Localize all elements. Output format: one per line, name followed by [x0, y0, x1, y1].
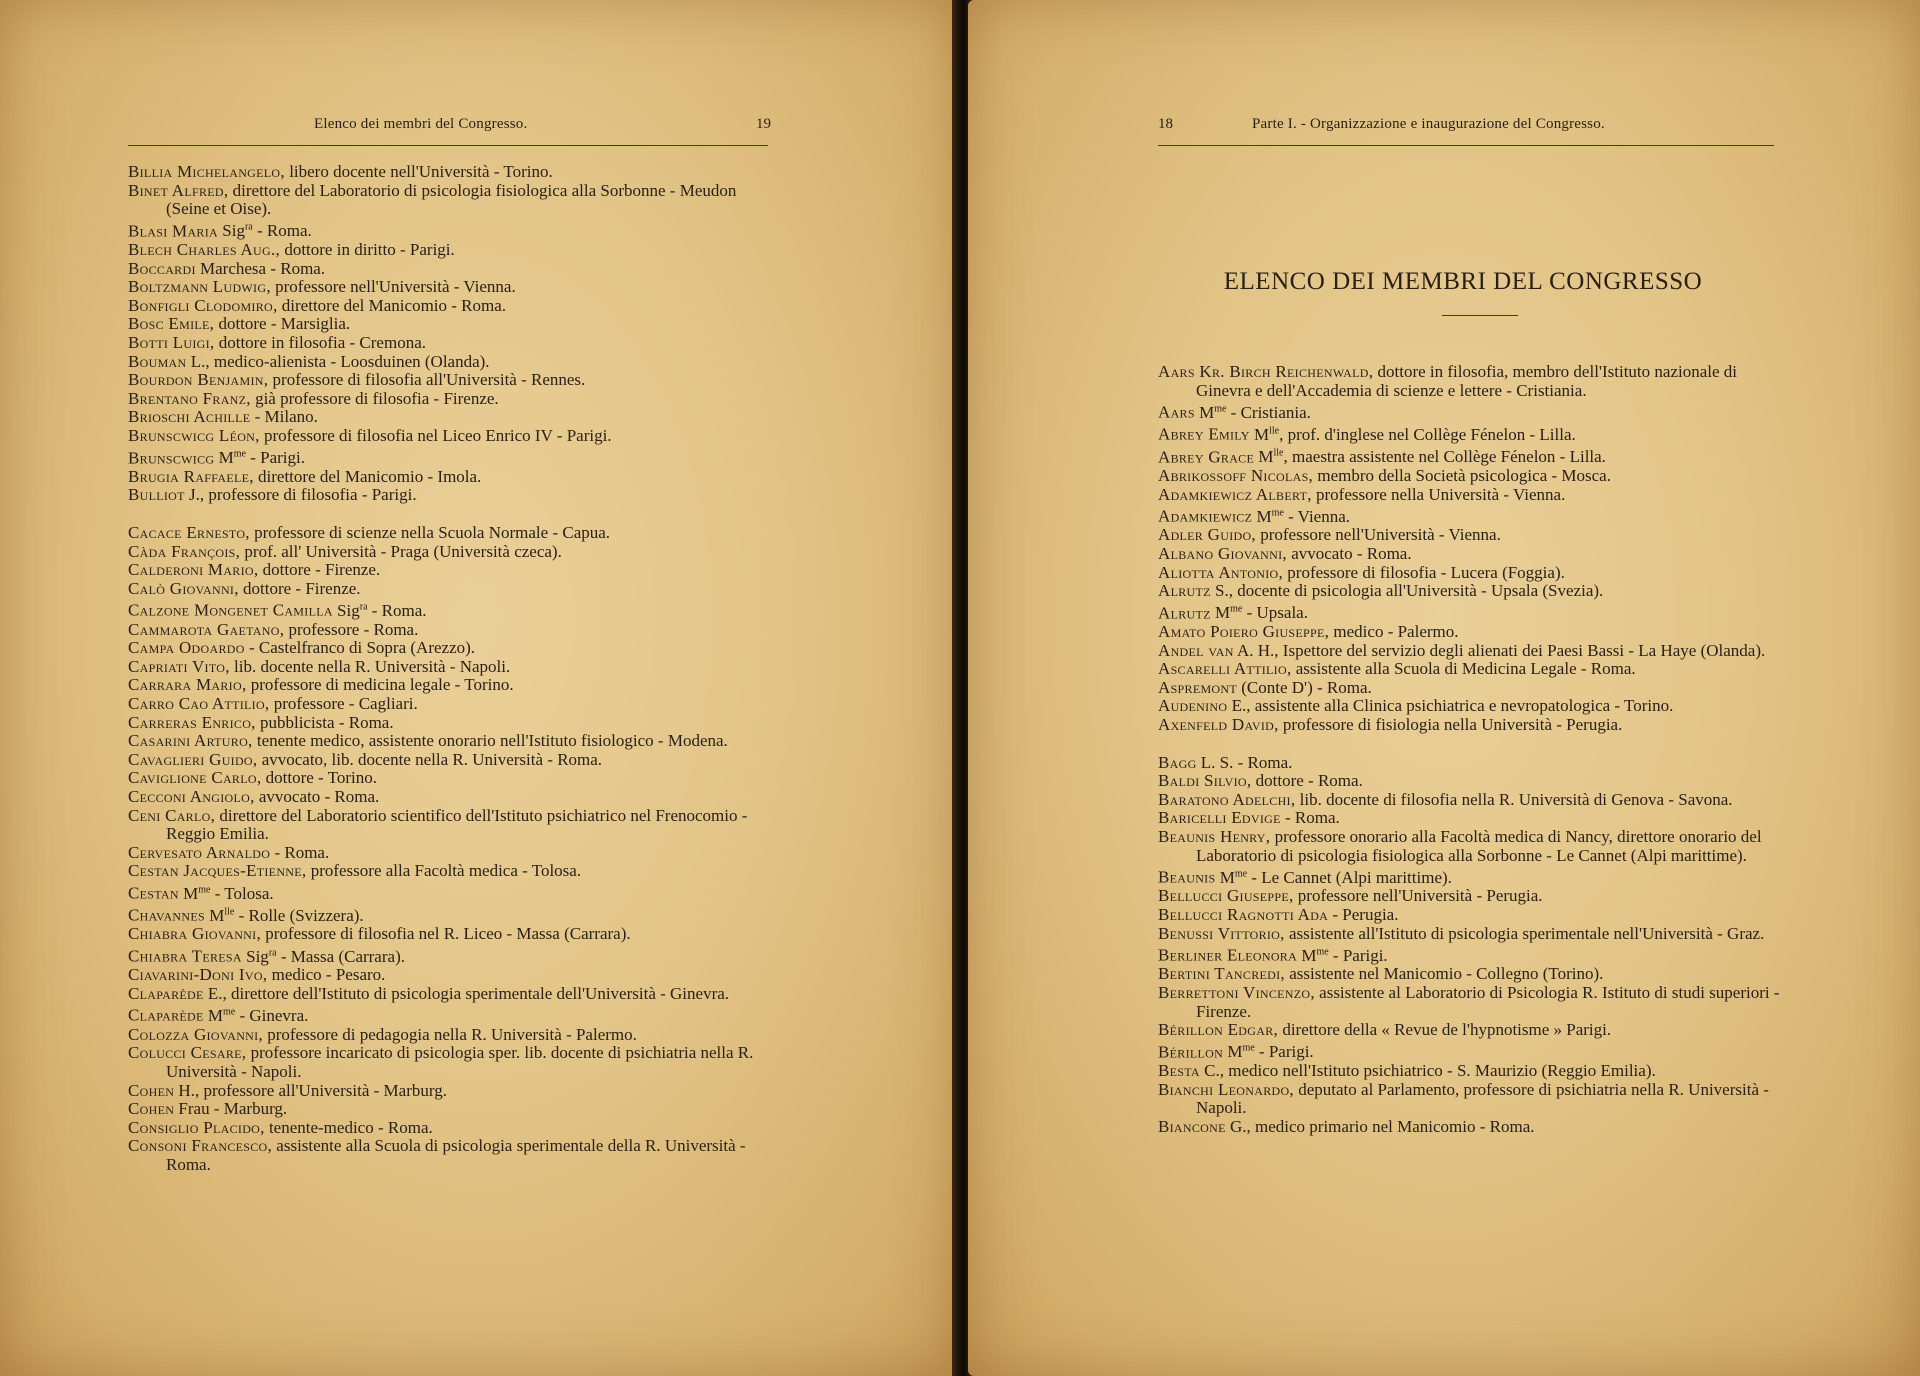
member-name: Adler Guido,	[1158, 525, 1256, 545]
member-details: medico - Pesaro.	[267, 965, 386, 985]
member-details: dottore - Marsiglia.	[214, 314, 351, 334]
left-member-entry	[128, 297, 778, 316]
member-name: Chavannes	[128, 905, 205, 925]
member-name: Billia Michelangelo,	[128, 162, 285, 181]
left-member-entry	[128, 334, 778, 353]
member-details: Sig$^{ra}$ - Massa (Carrara).	[241, 946, 405, 966]
member-details: $M^{lle}$ - Rolle (Svizzera).	[204, 905, 364, 925]
right-member-entry	[1158, 791, 1790, 810]
left-running-head: Elenco dei membri del Congresso.	[314, 116, 528, 132]
member-name: Bonfigli Clodomiro,	[128, 295, 278, 315]
member-details: $M^{me}$ - Cristiania.	[1194, 402, 1311, 422]
member-details: professore nell'Università - Vienna.	[1255, 525, 1501, 545]
member-name: Baricelli Edvige	[1158, 808, 1281, 828]
member-details: professore nell'Università - Perugia.	[1293, 886, 1543, 906]
left-member-entry	[128, 1137, 778, 1174]
member-name: Bérillon Edgar,	[1158, 1020, 1279, 1040]
member-details: dottore - Roma.	[1251, 771, 1363, 791]
left-member-entry	[128, 714, 778, 733]
member-name: Bagg	[1158, 752, 1197, 772]
member-details: professore di pedagogia nella R. Università - Palermo.	[262, 1024, 637, 1044]
member-details: - Castelfranco di Sopra (Arezzo).	[244, 638, 476, 658]
right-member-entry	[1158, 642, 1790, 661]
member-details: $M^{me}$ - Parigi.	[214, 448, 305, 468]
right-member-entry	[1158, 1118, 1790, 1137]
member-details: medico - Palermo.	[1329, 622, 1459, 641]
left-member-entry	[128, 561, 778, 580]
member-name: Brioschi Achille	[128, 407, 251, 427]
member-details: membro della Società psicologica - Mosca.	[1313, 465, 1611, 485]
right-member-entry	[1158, 400, 1790, 422]
member-name: Blasi Maria	[128, 221, 219, 241]
member-details: G., medico primario nel Manicomio - Roma.	[1225, 1116, 1535, 1136]
member-details: assistente all'Istituto di psicologia sperimentale nell'Università - Graz.	[1284, 923, 1765, 943]
left-member-entry	[128, 621, 778, 640]
member-name: Chiabra Giovanni,	[128, 924, 261, 944]
left-member-entry	[128, 1003, 778, 1025]
member-name: Biancone	[1158, 1116, 1226, 1136]
left-member-entry	[128, 163, 778, 182]
member-name: Colucci Cesare,	[128, 1043, 247, 1063]
member-details: $M^{me}$ - Parigi.	[1223, 1042, 1314, 1062]
member-name: Cavaglieri Guido,	[128, 749, 258, 769]
right-member-entry	[1158, 545, 1790, 564]
member-details: dottore - Firenze.	[238, 578, 361, 598]
member-name: Aars	[1158, 402, 1195, 422]
member-details: professore di filosofia nel Liceo Enrico IV - Parigi.	[259, 425, 612, 445]
member-details: - Milano.	[250, 407, 318, 427]
member-details: H., professore all'Università - Marburg.	[174, 1080, 447, 1100]
member-name: Besta	[1158, 1061, 1200, 1081]
right-member-entry	[1158, 1040, 1790, 1062]
member-name: Bourdon Benjamin,	[128, 370, 269, 390]
member-name: Bulliot	[128, 485, 185, 505]
member-details: tenente-medico - Roma.	[264, 1117, 433, 1137]
member-name: Colozza Giovanni,	[128, 1024, 263, 1044]
right-member-entry	[1158, 422, 1790, 444]
right-member-entry	[1158, 809, 1790, 828]
member-name: Axenfeld David,	[1158, 714, 1279, 734]
left-header-rule	[128, 145, 768, 146]
left-member-entry	[128, 427, 778, 446]
left-member-entry	[128, 844, 778, 863]
member-name: Audenino	[1158, 696, 1228, 716]
member-name: Abrikossoff Nicolas,	[1158, 465, 1314, 485]
member-name: Cervesato Arnaldo	[128, 842, 271, 862]
member-details: professore - Roma.	[284, 619, 419, 639]
member-name: Claparède	[128, 1006, 204, 1026]
left-member-entry	[128, 1044, 778, 1081]
left-member-entry	[128, 732, 778, 751]
member-name: Campa Odoardo	[128, 638, 245, 658]
member-name: Aspremont	[1158, 677, 1237, 697]
member-details: $M^{lle}$, maestra assistente nel Collège Fénelon - Lilla.	[1254, 447, 1606, 467]
member-details: lib. docente di filosofia nella R. Università di Genova - Savona.	[1295, 789, 1733, 809]
member-details: $M^{me}$ - Tolosa.	[178, 883, 274, 903]
member-name: Consiglio Placido,	[128, 1117, 265, 1137]
member-details: professore di filosofia all'Università - Rennes.	[268, 370, 586, 390]
right-member-entry	[1158, 467, 1790, 486]
group-spacer	[1158, 735, 1790, 754]
member-name: Amato Poiero Giuseppe,	[1158, 622, 1330, 641]
member-name: Abrey Grace	[1158, 447, 1255, 467]
member-details: prof. all' Università - Praga (Università czeca).	[240, 541, 562, 561]
left-page	[0, 0, 958, 1376]
right-running-head: Parte I. - Organizzazione e inaugurazione del Congresso.	[1252, 116, 1605, 132]
member-name: Cohen	[128, 1080, 175, 1100]
member-details: assistente alla Scuola di psicologia sperimentale della R. Università - Roma.	[166, 1136, 746, 1174]
right-member-entry	[1158, 564, 1790, 583]
left-member-entry	[128, 543, 778, 562]
member-name: Caviglione Carlo,	[128, 768, 262, 788]
member-details: - Roma.	[1280, 808, 1340, 828]
left-member-entry	[128, 903, 778, 925]
member-details: A. H., Ispettore del servizio degli alienati dei Paesi Bassi - La Haye (Olanda).	[1233, 640, 1766, 660]
right-member-entry	[1158, 526, 1790, 545]
member-details: $M^{me}$ - Vienna.	[1252, 506, 1351, 526]
left-member-entry	[128, 658, 778, 677]
right-member-entry	[1158, 660, 1790, 679]
left-member-entry	[128, 985, 778, 1004]
member-details: professore di medicina legale - Torino.	[246, 675, 514, 695]
member-name: Benussi Vittorio,	[1158, 923, 1285, 943]
member-details: professore onorario alla Facoltà medica di Nancy, direttore onorario del Laboratorio di psicologia fisiologica alla Sorbonne - Le Cannet (Alpi marittime).	[1196, 826, 1762, 865]
member-details: C., medico nell'Istituto psichiatrico - S. Maurizio (Reggio Emilia).	[1199, 1061, 1656, 1081]
member-name: Bouman	[128, 351, 187, 371]
member-details: lib. docente nella R. Università - Napoli.	[229, 656, 511, 676]
member-name: Alrutz	[1158, 603, 1211, 623]
member-name: Ceni Carlo,	[128, 805, 216, 825]
section-title: ELENCO DEI MEMBRI DEL CONGRESSO	[1223, 268, 1703, 295]
member-name: Bérillon	[1158, 1042, 1224, 1062]
member-details: professore nell'Università - Vienna.	[270, 277, 516, 297]
right-member-entry	[1158, 984, 1790, 1021]
member-name: Aliotta Antonio,	[1158, 562, 1284, 582]
member-name: Cestan Jacques-Etienne,	[128, 861, 307, 881]
member-details: professore - Cagliari.	[269, 694, 418, 713]
member-name: Aars Kr. Birch Reichenwald,	[1158, 362, 1374, 381]
member-details: L., medico-alienista - Loosduinen (Olanda).	[186, 351, 490, 371]
member-name: Berrettoni Vincenzo,	[1158, 983, 1315, 1002]
right-member-entry	[1158, 716, 1790, 735]
member-name: Albano Giovanni,	[1158, 543, 1287, 563]
member-details: pubblicista - Roma.	[255, 712, 394, 732]
member-name: Boccardi	[128, 258, 196, 278]
member-name: Capriati Vito,	[128, 656, 230, 676]
member-details: dottore in filosofia - Cremona.	[214, 333, 426, 352]
left-member-list	[128, 163, 778, 1174]
right-member-entry	[1158, 1062, 1790, 1081]
member-details: $M^{me}$ - Upsala.	[1210, 603, 1308, 623]
member-details: professore incaricato di psicologia sper. lib. docente di psichiatria nella R. Università - Napoli.	[166, 1043, 754, 1081]
right-member-entry	[1158, 582, 1790, 601]
member-details: S., docente di psicologia all'Università - Upsala (Svezia).	[1210, 581, 1604, 601]
group-spacer	[128, 505, 778, 524]
right-member-entry	[1158, 1081, 1790, 1118]
left-member-entry	[128, 676, 778, 695]
member-details: deputato al Parlamento, professore di psichiatria nella R. Università - Napoli.	[1196, 1079, 1769, 1118]
left-member-entry	[128, 486, 778, 505]
member-details: E., direttore dell'Istituto di psicologia sperimentale dell'Università - Ginevra.	[203, 983, 730, 1003]
member-name: Claparède	[128, 983, 204, 1003]
member-details: dottore - Torino.	[261, 768, 377, 788]
member-name: Botti Luigi,	[128, 333, 215, 352]
left-member-entry	[128, 598, 778, 620]
member-name: Abrey Emily	[1158, 425, 1250, 445]
member-name: Ciavarini-Doni Ivo,	[128, 965, 268, 985]
left-member-entry	[128, 371, 778, 390]
left-member-entry	[128, 695, 778, 714]
member-name: Beaunis Henry,	[1158, 826, 1271, 846]
member-details: J., professore di filosofia - Parigi.	[184, 485, 417, 505]
left-member-entry	[128, 807, 778, 844]
member-details: $M^{me}$ - Le Cannet (Alpi marittime).	[1215, 867, 1452, 887]
member-name: Brugia Raffaele,	[128, 466, 254, 486]
member-details: $M^{lle}$, prof. d'inglese nel Collège Fénelon - Lilla.	[1249, 425, 1576, 445]
right-member-entry	[1158, 965, 1790, 984]
member-name: Beaunis	[1158, 867, 1216, 887]
member-name: Baldi Silvio,	[1158, 771, 1252, 791]
member-name: Carrara Mario,	[128, 675, 247, 695]
member-details: direttore del Laboratorio scientifico dell'Istituto psichiatrico nel Frenocomio - Reggio Emilia.	[166, 805, 748, 844]
right-header-rule	[1158, 145, 1774, 146]
left-member-entry	[128, 408, 778, 427]
member-name: Ascarelli Attilio,	[1158, 659, 1292, 679]
right-member-entry	[1158, 865, 1790, 887]
left-member-entry	[128, 468, 778, 487]
left-member-entry	[128, 1082, 778, 1101]
member-details: direttore del Manicomio - Imola.	[253, 466, 482, 486]
right-member-entry	[1158, 504, 1790, 526]
member-name: Binet Alfred,	[128, 180, 229, 200]
member-name: Cestan	[128, 883, 179, 903]
member-name: Boltzmann Ludwig,	[128, 277, 271, 297]
left-member-entry	[128, 769, 778, 788]
left-member-entry	[128, 944, 778, 966]
left-member-entry	[128, 182, 778, 219]
member-name: Calzone Mongenet Camilla	[128, 601, 333, 621]
member-name: Calò Giovanni,	[128, 578, 239, 598]
member-details: avvocato - Roma.	[254, 786, 380, 806]
left-member-entry	[128, 241, 778, 260]
member-name: Bertini Tancredi,	[1158, 964, 1285, 984]
member-details: assistente alla Scuola di Medicina Legale - Roma.	[1291, 659, 1636, 679]
member-details: $M^{me}$ - Ginevra.	[203, 1006, 309, 1026]
member-name: Alrutz	[1158, 581, 1211, 601]
member-details: L. S. - Roma.	[1196, 752, 1293, 772]
member-details: professore di scienze nella Scuola Normale - Capua.	[249, 523, 611, 542]
member-details: dottore in filosofia, membro dell'Istituto nazionale di Ginevra e dell'Accademia di scienze e lettere - Cristiania.	[1196, 362, 1738, 400]
member-details: direttore del Manicomio - Roma.	[277, 295, 507, 315]
right-member-entry	[1158, 1021, 1790, 1040]
left-member-entry	[128, 446, 778, 468]
member-details: Sig$^{ra}$ - Roma.	[332, 601, 427, 621]
member-name: Bellucci Giuseppe,	[1158, 886, 1294, 906]
member-name: Cammarota Gaetano,	[128, 619, 285, 639]
member-name: Brentano Franz,	[128, 388, 251, 408]
right-member-entry	[1158, 486, 1790, 505]
right-page-number: 18	[1158, 116, 1173, 132]
member-details: professore alla Facoltà medica - Tolosa.	[306, 861, 582, 881]
member-details: professore di filosofia - Lucera (Foggia).	[1283, 562, 1565, 582]
member-details: avvocato - Roma.	[1286, 543, 1412, 563]
left-member-entry	[128, 260, 778, 279]
left-member-entry	[128, 1026, 778, 1045]
left-page-number: 19	[756, 116, 771, 132]
right-member-entry	[1158, 363, 1790, 400]
right-member-entry	[1158, 925, 1790, 944]
left-member-entry	[128, 219, 778, 241]
left-member-entry	[128, 1119, 778, 1138]
member-name: Berliner Eleonora	[1158, 945, 1298, 965]
left-member-entry	[128, 751, 778, 770]
member-details: libero docente nell'Università - Torino.	[284, 162, 553, 181]
right-member-entry	[1158, 601, 1790, 623]
right-member-entry	[1158, 828, 1790, 865]
member-details: avvocato, lib. docente nella R. Università - Roma.	[257, 749, 603, 769]
member-details: E., assistente alla Clinica psichiatrica e nevropatologica - Torino.	[1227, 696, 1674, 716]
member-details: (Conte D') - Roma.	[1237, 677, 1372, 697]
member-details: Frau - Marburg.	[174, 1099, 288, 1119]
member-name: Carro Cao Attilio,	[128, 694, 270, 713]
member-details: assistente nel Manicomio - Collegno (Torino).	[1284, 964, 1604, 984]
member-name: Casarini Arturo,	[128, 731, 253, 751]
member-details: Marchesa - Roma.	[195, 258, 326, 278]
member-details: professore nella Università - Vienna.	[1311, 484, 1566, 504]
member-details: professore di fisiologia nella Università - Perugia.	[1278, 714, 1623, 734]
member-details: dottore in diritto - Parigi.	[280, 240, 455, 260]
member-details: professore di filosofia nel R. Liceo - Massa (Carrara).	[261, 924, 631, 944]
member-name: Consoni Francesco,	[128, 1136, 273, 1156]
right-member-entry	[1158, 772, 1790, 791]
member-name: Carreras Enrico,	[128, 712, 256, 732]
right-member-entry	[1158, 943, 1790, 965]
right-member-entry	[1158, 887, 1790, 906]
member-details: Sig$^{ra}$ - Roma.	[218, 221, 312, 241]
member-name: Bellucci Ragnotti Ada	[1158, 904, 1329, 924]
member-name: Bianchi Leonardo,	[1158, 1079, 1294, 1099]
left-member-entry	[128, 1100, 778, 1119]
member-name: Adamkiewicz Albert,	[1158, 484, 1312, 504]
left-member-entry	[128, 580, 778, 599]
right-member-entry	[1158, 623, 1790, 642]
left-member-entry	[128, 278, 778, 297]
title-rule	[1442, 315, 1518, 316]
member-details: direttore del Laboratorio di psicologia fisiologica alla Sorbonne - Meudon (Seine et Oise).	[166, 180, 737, 219]
right-member-entry	[1158, 679, 1790, 698]
member-name: Cacace Ernesto,	[128, 523, 250, 542]
member-details: - Perugia.	[1328, 904, 1399, 924]
left-member-entry	[128, 315, 778, 334]
left-member-entry	[128, 353, 778, 372]
right-member-entry	[1158, 906, 1790, 925]
member-details: assistente al Laboratorio di Psicologia R. Istituto di studi superiori - Firenze.	[1196, 983, 1780, 1021]
left-member-entry	[128, 925, 778, 944]
right-page	[968, 0, 1920, 1376]
member-name: Baratono Adelchi,	[1158, 789, 1296, 809]
right-member-list	[1158, 363, 1790, 1136]
left-member-entry	[128, 390, 778, 409]
member-name: Càda François,	[128, 541, 241, 561]
member-details: - Roma.	[270, 842, 330, 862]
left-member-entry	[128, 881, 778, 903]
right-member-entry	[1158, 697, 1790, 716]
left-member-entry	[128, 862, 778, 881]
left-member-entry	[128, 788, 778, 807]
member-name: Calderoni Mario,	[128, 560, 259, 580]
member-name: Cecconi Angiolo,	[128, 786, 255, 806]
right-member-entry	[1158, 754, 1790, 773]
member-name: Bosc Emile,	[128, 314, 215, 334]
member-details: già professore di filosofia - Firenze.	[250, 388, 499, 408]
left-member-entry	[128, 966, 778, 985]
member-name: Cohen	[128, 1099, 175, 1119]
member-name: Brunscwicg	[128, 448, 215, 468]
member-details: $M^{me}$ - Parigi.	[1297, 945, 1388, 965]
left-member-entry	[128, 639, 778, 658]
right-member-entry	[1158, 445, 1790, 467]
member-details: dottore - Firenze.	[258, 560, 381, 580]
member-name: Adamkiewicz	[1158, 506, 1253, 526]
member-name: Blech Charles Aug.,	[128, 240, 281, 260]
member-details: direttore della « Revue de l'hypnotisme » Parigi.	[1278, 1020, 1612, 1040]
left-member-entry	[128, 524, 778, 543]
member-name: Chiabra Teresa	[128, 946, 242, 966]
member-name: Andel van	[1158, 640, 1234, 660]
member-name: Brunscwicg Léon,	[128, 425, 260, 445]
member-details: tenente medico, assistente onorario nell'Istituto fisiologico - Modena.	[252, 731, 728, 751]
